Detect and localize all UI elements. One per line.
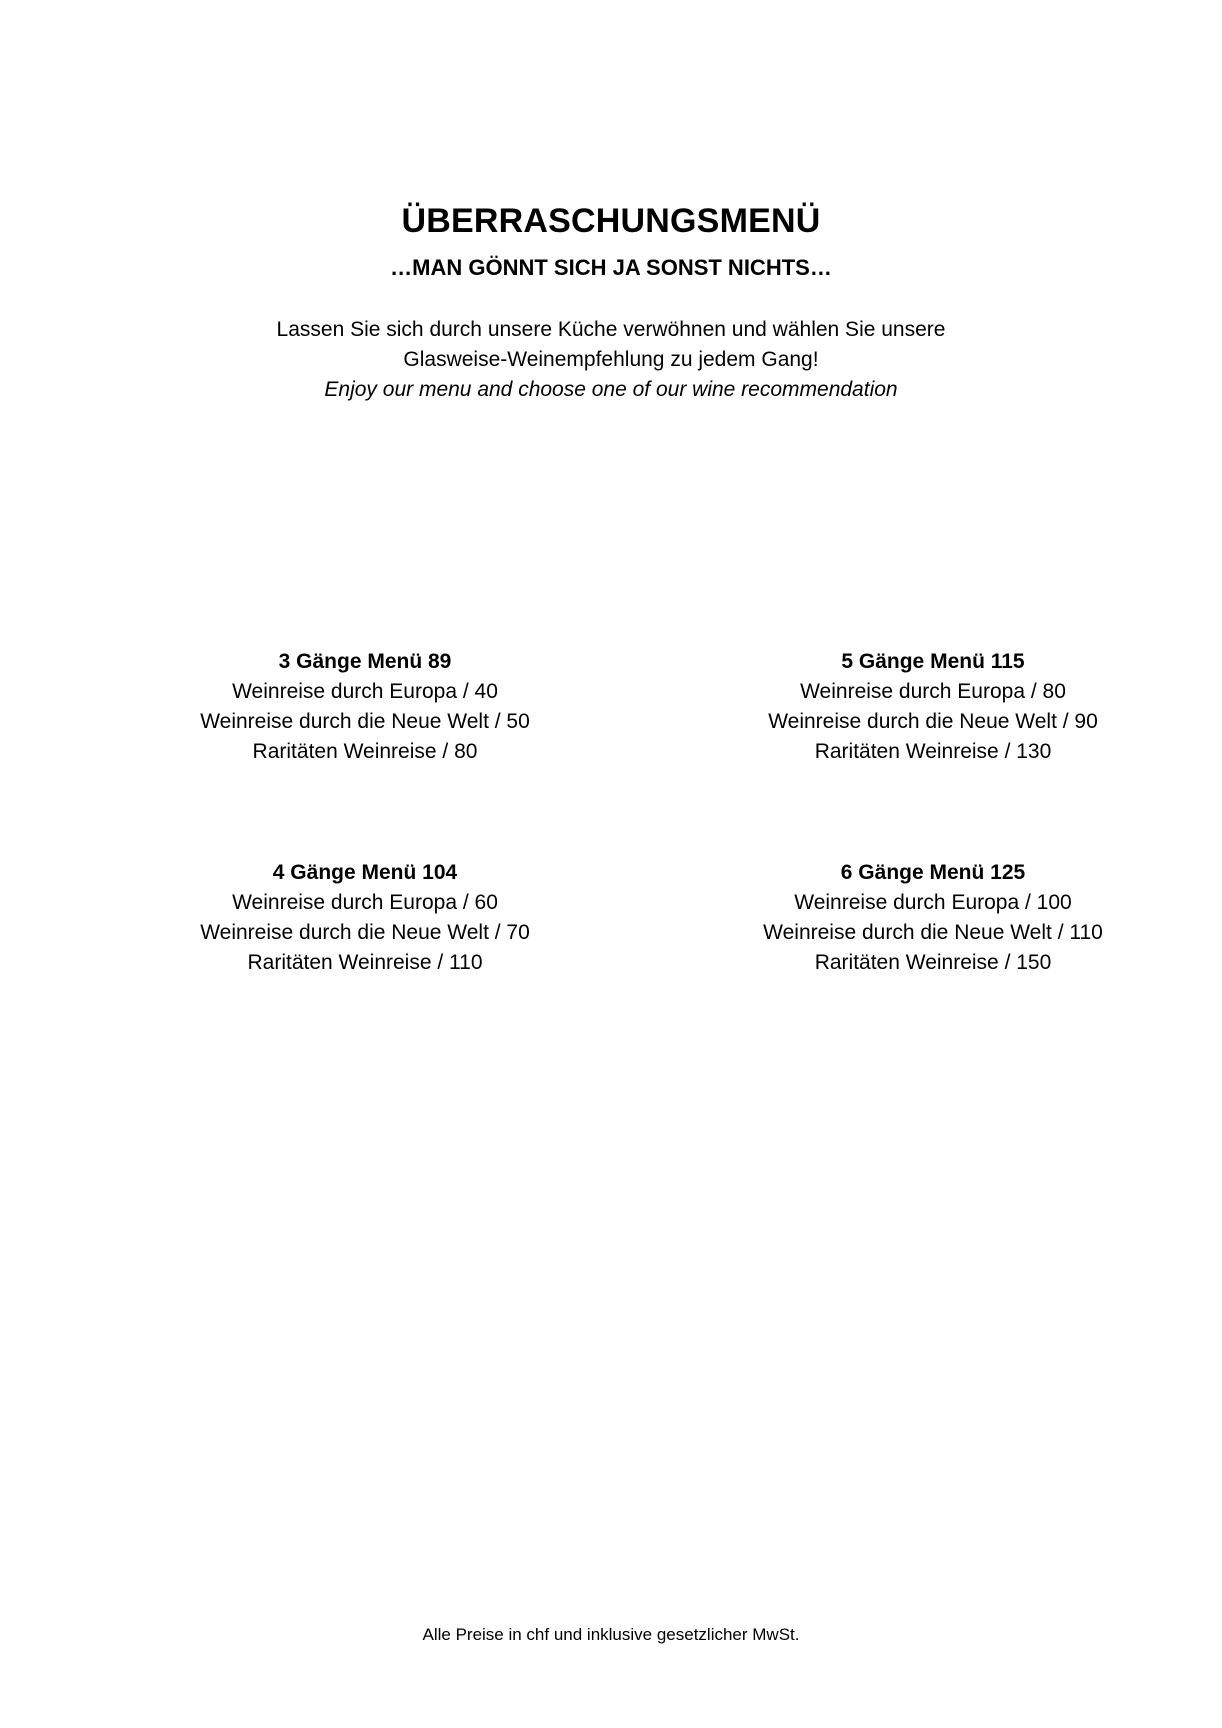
wine-option-rarities: Raritäten Weinreise / 150 bbox=[814, 951, 1052, 974]
page-title: ÜBERRASCHUNGSMENÜ bbox=[401, 202, 821, 240]
wine-option-europe: Weinreise durch Europa / 40 bbox=[232, 680, 498, 703]
wine-option-new-world: Weinreise durch die Neue Welt / 50 bbox=[200, 710, 530, 733]
menu-4-courses bbox=[105, 858, 625, 978]
wine-option-new-world: Weinreise durch die Neue Welt / 90 bbox=[768, 710, 1098, 733]
wine-option-europe: Weinreise durch Europa / 80 bbox=[800, 680, 1066, 703]
intro-text bbox=[0, 315, 1222, 405]
intro-english: Enjoy our menu and choose one of our wine recommendation bbox=[324, 378, 898, 401]
wine-option-europe: Weinreise durch Europa / 60 bbox=[232, 891, 498, 914]
wine-option-rarities: Raritäten Weinreise / 110 bbox=[247, 951, 483, 974]
menu-title: 5 Gänge Menü 115 bbox=[841, 650, 1025, 673]
wine-option-rarities: Raritäten Weinreise / 80 bbox=[252, 740, 478, 763]
menu-3-courses bbox=[105, 647, 625, 767]
menu-5-courses bbox=[673, 647, 1193, 767]
wine-option-europe: Weinreise durch Europa / 100 bbox=[794, 891, 1072, 914]
menu-title: 6 Gänge Menü 125 bbox=[840, 861, 1026, 884]
menu-title: 4 Gänge Menü 104 bbox=[272, 861, 458, 884]
wine-option-new-world: Weinreise durch die Neue Welt / 70 bbox=[200, 921, 530, 944]
intro-line-1: Lassen Sie sich durch unsere Küche verwöhnen und wählen Sie unsere bbox=[276, 318, 946, 341]
wine-option-rarities: Raritäten Weinreise / 130 bbox=[814, 740, 1052, 763]
wine-option-new-world: Weinreise durch die Neue Welt / 110 bbox=[763, 921, 1103, 944]
price-footnote: Alle Preise in chf und inklusive gesetzlicher MwSt. bbox=[422, 1625, 800, 1644]
menu-title: 3 Gänge Menü 89 bbox=[278, 650, 452, 673]
intro-line-2: Glasweise-Weinempfehlung zu jedem Gang! bbox=[403, 348, 819, 371]
menu-6-courses bbox=[673, 858, 1193, 978]
page-subtitle: …MAN GÖNNT SICH JA SONST NICHTS… bbox=[390, 255, 832, 280]
